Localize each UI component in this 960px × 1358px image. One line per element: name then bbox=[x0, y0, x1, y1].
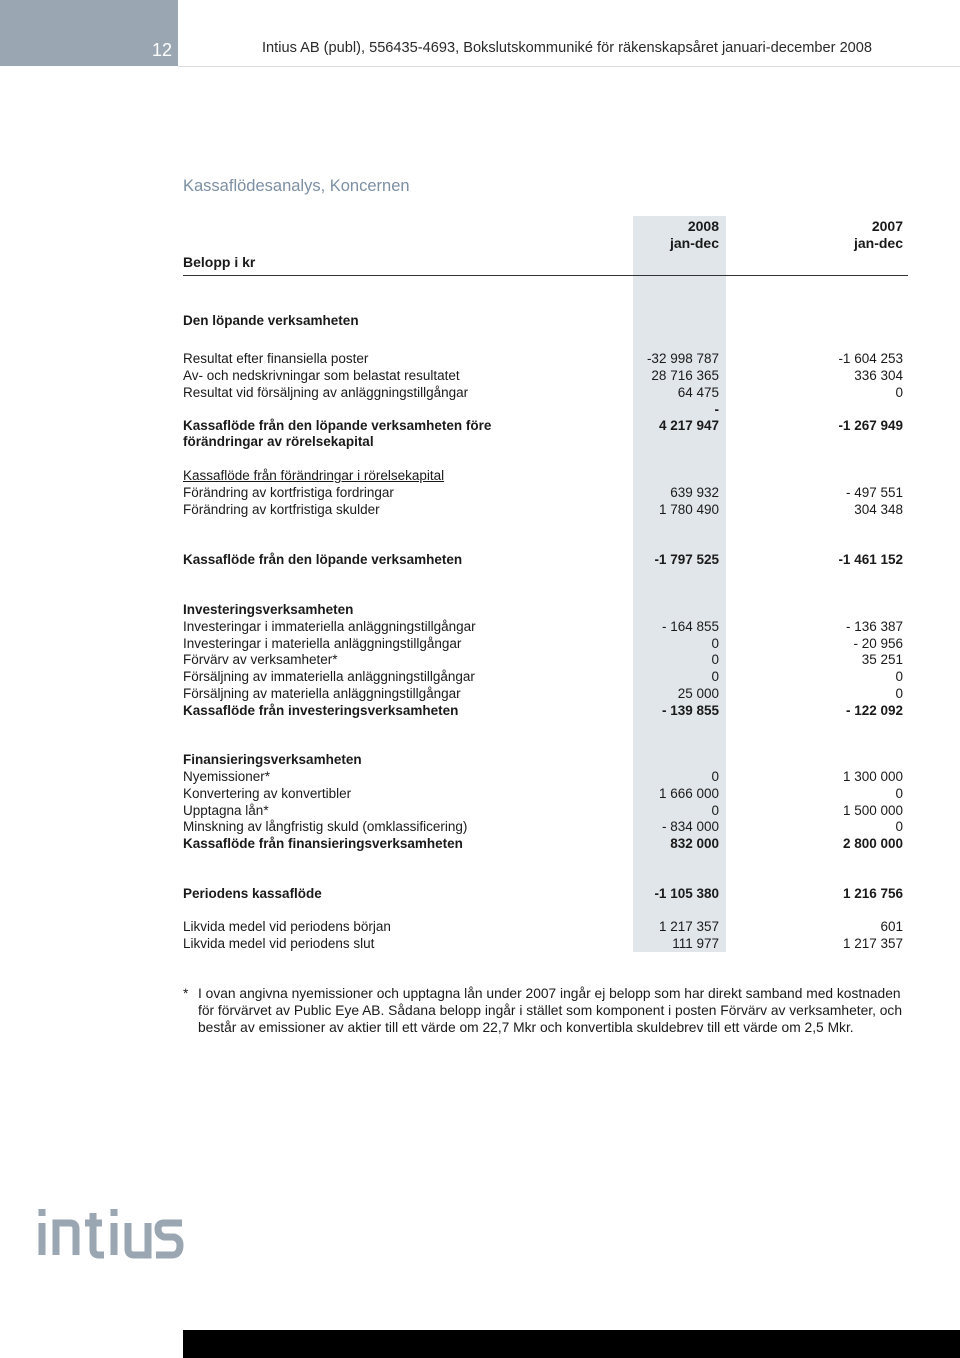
table-row: Likvida medel vid periodens slut 111 977 1 217 357 bbox=[183, 936, 903, 951]
subtotal-row: Kassaflöde från den löpande verksamheten före 4 217 947 -1 267 949 bbox=[183, 418, 903, 433]
dash-mark: - bbox=[714, 402, 719, 417]
column-year: 2008 bbox=[687, 218, 719, 234]
subtotal-row-continued: förändringar av rörelsekapital bbox=[183, 434, 374, 449]
column-period: jan-dec bbox=[669, 235, 719, 251]
page-number-box bbox=[0, 0, 178, 66]
investing-total-row: Kassaflöde från investeringsverksamheten - 139 855 - 122 092 bbox=[183, 703, 903, 718]
footnote-marker: * bbox=[183, 986, 189, 1001]
page-number: 12 bbox=[151, 40, 172, 60]
column-year: 2007 bbox=[871, 218, 903, 234]
header-divider bbox=[178, 66, 960, 67]
table-row: Nyemissioner* 0 1 300 000 bbox=[183, 769, 903, 784]
table-row: Resultat efter finansiella poster -32 998 787 -1 604 253 bbox=[183, 351, 903, 366]
section-heading-working-capital: Kassaflöde från förändringar i rörelsekapital bbox=[183, 468, 445, 483]
column-header-2008 bbox=[633, 218, 719, 252]
table-row: Investeringar i immateriella anläggningstillgångar - 164 855 - 136 387 bbox=[183, 619, 903, 634]
section-heading-operating: Den löpande verksamheten bbox=[183, 313, 359, 328]
table-row: Försäljning av immateriella anläggningstillgångar 0 0 bbox=[183, 669, 903, 684]
section-heading-financing: Finansieringsverksamheten bbox=[183, 752, 362, 767]
intius-logo bbox=[38, 1205, 188, 1264]
table-row: Upptagna lån* 0 1 500 000 bbox=[183, 803, 903, 818]
footer-bar bbox=[183, 1330, 960, 1358]
financing-total-row: Kassaflöde från finansieringsverksamheten 832 000 2 800 000 bbox=[183, 836, 903, 851]
table-row: Minskning av långfristig skuld (omklassificering) - 834 000 0 bbox=[183, 819, 903, 834]
table-row: Av- och nedskrivningar som belastat resultatet 28 716 365 336 304 bbox=[183, 368, 903, 383]
table-row: Försäljning av materiella anläggningstillgångar 25 000 0 bbox=[183, 686, 903, 701]
footnote-text: I ovan angivna nyemissioner och upptagna lån under 2007 ingår ej belopp som har direkt samband med kostnaden för förvärvet av Public Eye AB. Sådana belopp ingår i stället som komponent i posten Förvärv av verksamheter, och består av emissioner av aktier till ett värde om 22,7 Mkr och konvertibla skuldebrev till ett värde om 2,5 Mkr. bbox=[198, 986, 902, 1035]
column-period: jan-dec bbox=[853, 235, 903, 251]
column-header-2007 bbox=[760, 218, 903, 252]
unit-label: Belopp i kr bbox=[183, 254, 256, 270]
operating-total-row: Kassaflöde från den löpande verksamheten -1 797 525 -1 461 152 bbox=[183, 552, 903, 567]
page-title: Kassaflödesanalys, Koncernen bbox=[183, 177, 410, 195]
table-row: Förändring av kortfristiga fordringar 639 932 - 497 551 bbox=[183, 485, 903, 500]
table-row: Likvida medel vid periodens början 1 217 357 601 bbox=[183, 919, 903, 934]
section-heading-investing: Investeringsverksamheten bbox=[183, 602, 354, 617]
logo-mark bbox=[38, 1205, 188, 1259]
table-row: Förvärv av verksamheter* 0 35 251 bbox=[183, 652, 903, 667]
document-header: Intius AB (publ), 556435-4693, Bokslutskommuniké för räkenskapsåret januari-december 2008 bbox=[262, 40, 873, 56]
period-cash-flow-row: Periodens kassaflöde -1 105 380 1 216 756 bbox=[183, 886, 903, 901]
table-row: Investeringar i materiella anläggningstillgångar 0 - 20 956 bbox=[183, 636, 903, 651]
footnote bbox=[183, 985, 903, 1036]
table-row: Förändring av kortfristiga skulder 1 780 490 304 348 bbox=[183, 502, 903, 517]
table-row: Resultat vid försäljning av anläggningstillgångar 64 475 0 bbox=[183, 385, 903, 400]
header-rule bbox=[183, 275, 908, 276]
table-row: Konvertering av konvertibler 1 666 000 0 bbox=[183, 786, 903, 801]
